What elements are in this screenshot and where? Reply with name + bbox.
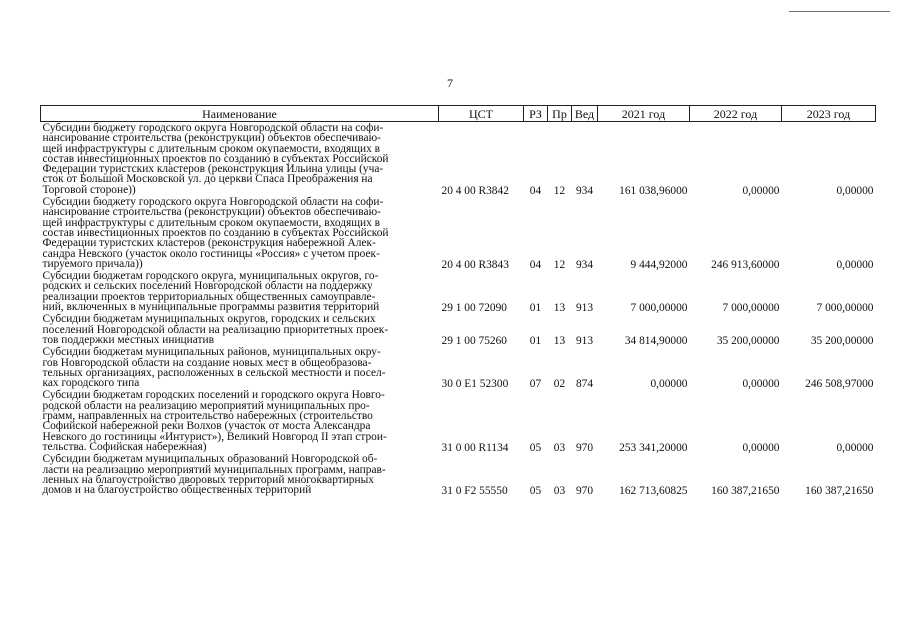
row-2021: 34 814,90000	[624, 334, 688, 347]
row-2021: 0,00000	[650, 378, 688, 391]
table-row	[41, 346, 876, 389]
row-name: Субсидии бюджетам муниципальных округов, городских и сельских поселений Новгородской области на реализацию приоритетных проек- тов поддержки местных инициатив	[42, 313, 389, 346]
row-pr: 03	[553, 441, 566, 454]
row-ved: 913	[575, 302, 594, 315]
row-2022: 160 387,21650	[711, 485, 780, 498]
row-ved: 970	[575, 485, 594, 498]
row-2021: 253 341,20000	[619, 441, 688, 454]
row-rz: 01	[529, 334, 542, 347]
row-cst: 20 4 00 R3843	[441, 258, 509, 271]
col-header-rz: РЗ	[524, 106, 548, 122]
row-rz: 07	[529, 378, 542, 391]
row-rz: 04	[529, 184, 542, 197]
row-2023: 0,00000	[836, 441, 874, 454]
row-name: Субсидии бюджетам муниципальных образований Новгородской об- ласти на реализацию мероприятий муниципальных программ, направ- ленных на благоустройство дворовых территорий многоквартирных домов и на благоустройство общественных территорий	[42, 453, 386, 497]
row-pr: 03	[553, 485, 566, 498]
row-pr: 12	[553, 184, 566, 197]
row-2021: 9 444,92000	[630, 258, 688, 271]
row-cst: 31 0 F2 55550	[441, 485, 508, 498]
row-ved: 934	[575, 184, 594, 197]
row-cst: 29 1 00 72090	[441, 302, 507, 315]
row-ved: 934	[575, 258, 594, 271]
row-2022: 35 200,00000	[716, 334, 780, 347]
row-2023: 35 200,00000	[810, 334, 874, 347]
row-rz: 04	[529, 258, 542, 271]
row-name: Субсидии бюджету городского округа Новгородской области на софи- нансирование строительства (реконструкции) объектов обеспечиваю- щей инфраструктуры с длительным сроком окупаемости, входящих в состав инвестиционных проектов по созданию в субъектах Российской Федерации туристских кластеров (реконструкция набережной Алек- сандра Невского (участок около гостиницы «Россия» с учетом проек- тируемого причала))	[42, 196, 389, 270]
row-pr: 13	[553, 302, 566, 315]
col-header-pr: Пр	[548, 106, 572, 122]
row-2021: 162 713,60825	[619, 485, 688, 498]
row-pr: 12	[553, 258, 566, 271]
row-ved: 970	[575, 441, 594, 454]
row-name: Субсидии бюджетам муниципальных районов, муниципальных окру- гов Новгородской области на создание новых мест в общеобразова- тельных организациях, расположенных в сельской местности и посел- ках городского типа	[42, 346, 386, 390]
row-2022: 0,00000	[742, 441, 780, 454]
col-header-cst: ЦСТ	[439, 106, 524, 122]
row-ved: 913	[575, 334, 594, 347]
row-2022: 0,00000	[742, 378, 780, 391]
row-2023: 0,00000	[836, 258, 874, 271]
top-rule	[789, 11, 890, 12]
budget-table	[40, 105, 876, 496]
row-rz: 01	[529, 302, 542, 315]
table-row	[41, 270, 876, 313]
row-rz: 05	[529, 441, 542, 454]
row-2021: 7 000,00000	[630, 302, 688, 315]
row-2023: 0,00000	[836, 184, 874, 197]
row-2021: 161 038,96000	[619, 184, 688, 197]
row-name: Субсидии бюджетам городского округа, муниципальных округов, го- родских и сельских поселений Новгородской области на поддержку реализации проектов территориальных общественных самоуправле- ний, включенных в муниципальные программы развития территорий	[42, 270, 380, 314]
row-cst: 30 0 E1 52300	[441, 378, 509, 391]
col-header-2022: 2022 год	[690, 106, 782, 122]
row-pr: 13	[553, 334, 566, 347]
row-2022: 7 000,00000	[722, 302, 780, 315]
row-cst: 29 1 00 75260	[441, 334, 507, 347]
row-rz: 05	[529, 485, 542, 498]
table-row	[41, 313, 876, 346]
row-name: Субсидии бюджетам городских поселений и городского округа Новго- родской области на реализацию мероприятий муниципальных про- грамм, направленных на строительство набережных (строительство Софийской набережной реки Волхов (участок от моста Александра Невского до гостиницы «Интурист»), Великий Новгород II этап строи- тельства. Софийская набережная)	[42, 389, 387, 453]
row-cst: 20 4 00 R3842	[441, 184, 509, 197]
table-row	[41, 453, 876, 496]
row-pr: 02	[553, 378, 566, 391]
row-ved: 874	[575, 378, 594, 391]
row-2022: 0,00000	[742, 184, 780, 197]
table-row	[41, 122, 876, 197]
table-row	[41, 389, 876, 453]
row-2023: 246 508,97000	[805, 378, 874, 391]
row-cst: 31 0 00 R1134	[441, 441, 509, 454]
row-2022: 246 913,60000	[711, 258, 780, 271]
col-header-name: Наименование	[41, 106, 439, 122]
col-header-2023: 2023 год	[782, 106, 876, 122]
row-name: Субсидии бюджету городского округа Новгородской области на софи- нансирование строительства (реконструкции) объектов обеспечиваю- щей инфраструктуры с длительным сроком окупаемости, входящих в состав инвестиционных проектов по созданию в субъектах Российской Федерации туристских кластеров (реконструкция Ильина улицы (уча- сток от Большой Московской ул. до церкви Спаса Преображения на Торговой стороне))	[42, 122, 389, 196]
table-header-row	[41, 106, 876, 122]
table-row	[41, 196, 876, 270]
row-2023: 7 000,00000	[816, 302, 874, 315]
col-header-ved: Вед	[572, 106, 598, 122]
page-number: 7	[447, 76, 453, 90]
row-2023: 160 387,21650	[805, 485, 874, 498]
col-header-2021: 2021 год	[598, 106, 690, 122]
